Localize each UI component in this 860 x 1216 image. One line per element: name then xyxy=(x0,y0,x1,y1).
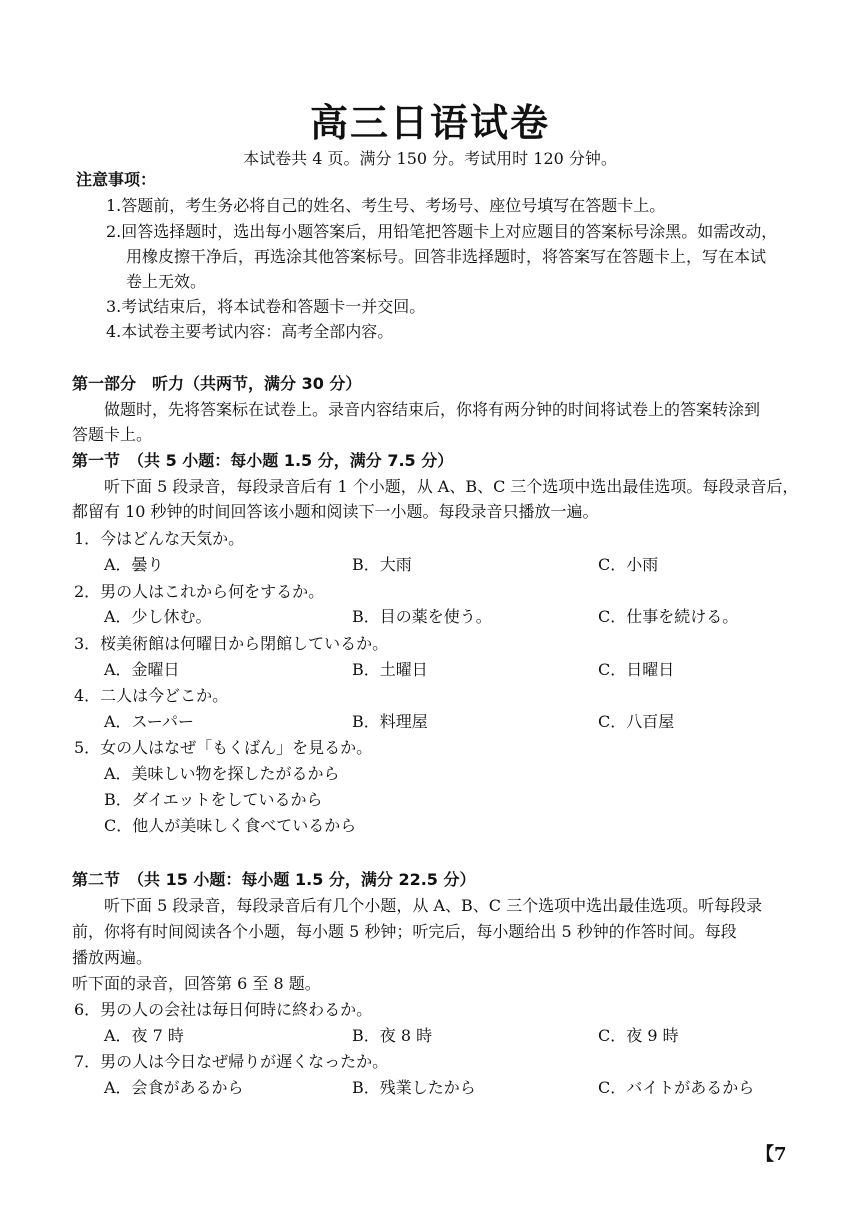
question-2: 2．男の人はこれから何をするか。 xyxy=(74,582,325,601)
notice-item: 用橡皮擦干净后，再选涂其他答案标号。回答非选择题时，将答案写在答题卡上，写在本试 xyxy=(126,247,767,266)
notice-heading: 注意事项： xyxy=(76,170,157,189)
question-6: 6．男の人の会社は毎日何時に終わるか。 xyxy=(74,1000,373,1019)
page-title: 高三日语试卷 xyxy=(309,101,550,145)
section2-instruction: 听下面的录音，回答第 6 至 8 题。 xyxy=(72,974,321,993)
question-3: 3．桜美術館は何曜日から閉館しているか。 xyxy=(74,634,389,653)
option-a: A．少し休む。 xyxy=(104,607,212,626)
option-b: B．ダイエットをしているから xyxy=(104,790,323,809)
notice-item: 卷上无效。 xyxy=(126,272,207,291)
option-b: B．目の薬を使う。 xyxy=(352,607,492,626)
notice-item: 3.考试结束后，将本试卷和答题卡一并交回。 xyxy=(106,297,426,316)
option-b: B．大雨 xyxy=(352,555,412,574)
page-corner-mark: 【7 xyxy=(756,1144,787,1165)
notice-item: 2.回答选择题时，选出每小题答案后，用铅笔把答题卡上对应题目的答案标号涂黑。如需改动， xyxy=(106,222,778,241)
option-c: C．小雨 xyxy=(598,555,659,574)
section2-intro: 播放两遍。 xyxy=(72,948,153,967)
question-7: 7．男の人は今日なぜ帰りが遅くなったか。 xyxy=(74,1052,389,1071)
option-a: A．曇り xyxy=(104,555,164,574)
question-1: 1．今はどんな天気か。 xyxy=(74,529,245,548)
option-c: C．仕事を続ける。 xyxy=(598,607,739,626)
option-c: C．日曜日 xyxy=(598,660,675,679)
notice-item: 1.答题前，考生务必将自己的姓名、考生号、考场号、座位号填写在答题卡上。 xyxy=(106,196,666,215)
section2-heading: 第二节 （共 15 小题：每小题 1.5 分，满分 22.5 分） xyxy=(72,870,476,889)
part1-intro: 答题卡上。 xyxy=(72,425,153,444)
notice-item: 4.本试卷主要考试内容：高考全部内容。 xyxy=(106,322,394,341)
option-b: B．土曜日 xyxy=(352,660,428,679)
option-c: C．夜 9 時 xyxy=(598,1026,679,1045)
section2-intro: 听下面 5 段录音，每段录音后有几个小题，从 A、B、C 三个选项中选出最佳选项。听每段录 xyxy=(104,896,763,915)
section1-intro: 都留有 10 秒钟的时间回答该小题和阅读下一小题。每段录音只播放一遍。 xyxy=(72,502,599,521)
part1-intro: 做题时，先将答案标在试卷上。录音内容结束后，你将有两分钟的时间将试卷上的答案转涂到 xyxy=(104,400,761,419)
section1-intro: 听下面 5 段录音，每段录音后有 1 个小题，从 A、B、C 三个选项中选出最佳选项。每段录音后， xyxy=(104,477,799,496)
option-a: A．会食があるから xyxy=(104,1078,244,1097)
option-b: B．残業したから xyxy=(352,1078,476,1097)
option-c: C．バイトがあるから xyxy=(598,1078,755,1097)
option-b: B．料理屋 xyxy=(352,712,428,731)
option-a: A．夜 7 時 xyxy=(104,1026,184,1045)
question-5: 5．女の人はなぜ「もくばん」を見るか。 xyxy=(74,738,373,757)
section1-heading: 第一节 （共 5 小题：每小题 1.5 分，满分 7.5 分） xyxy=(72,451,454,470)
question-4: 4．二人は今どこか。 xyxy=(74,686,229,705)
option-b: B．夜 8 時 xyxy=(352,1026,433,1045)
option-a: A．美味しい物を探したがるから xyxy=(104,764,340,783)
option-a: A．スーパー xyxy=(104,712,194,731)
section2-intro: 前，你将有时间阅读各个小题，每小题 5 秒钟；听完后，每小题给出 5 秒钟的作答时间。每段 xyxy=(72,922,737,941)
exam-info: 本试卷共 4 页。满分 150 分。考试用时 120 分钟。 xyxy=(243,149,617,168)
part1-heading: 第一部分 听力（共两节，满分 30 分） xyxy=(72,374,362,393)
option-a: A．金曜日 xyxy=(104,660,180,679)
option-c: C．他人が美味しく食べているから xyxy=(104,816,357,835)
option-c: C．八百屋 xyxy=(598,712,675,731)
